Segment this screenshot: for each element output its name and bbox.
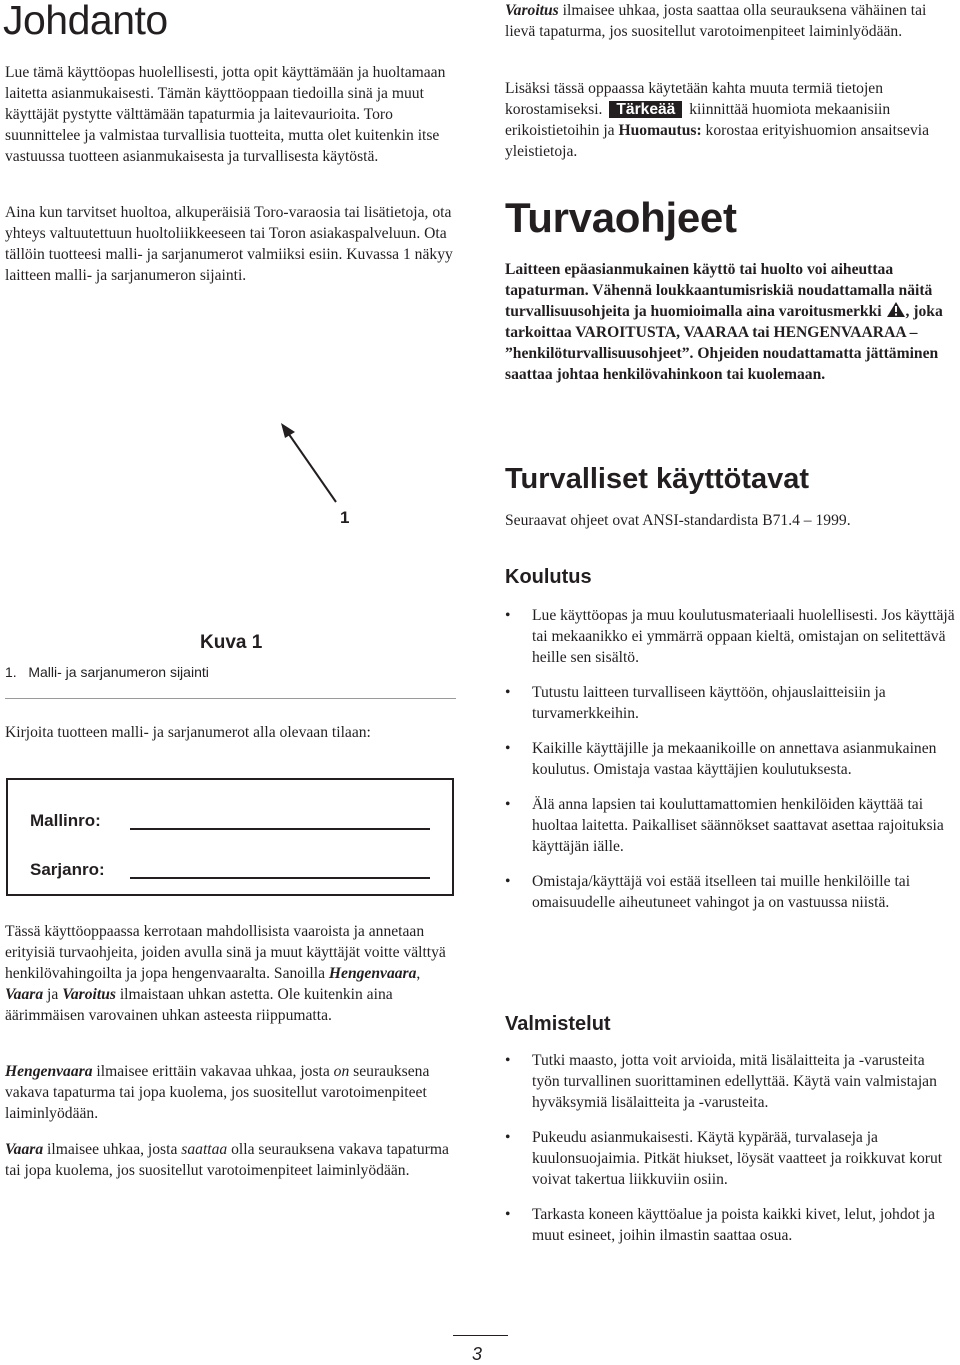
safety-title: Turvaohjeet	[505, 194, 737, 241]
list-item: • Kaikille käyttäjille ja mekaanikoille on annettava asianmukainen koulutus. Omistaja vastaa käyttäjien koulutuksesta.	[505, 738, 955, 780]
varoitus-paragraph: Varoitus ilmaisee uhkaa, josta saattaa olla seurauksena vähäinen tai lievä tapaturma, jos suositellut varotoimenpiteet laiminlyödään.	[505, 2, 927, 40]
figure-divider	[5, 698, 456, 699]
page-number: 3	[472, 1344, 483, 1364]
warning-triangle-icon	[886, 301, 906, 318]
safe-practices-title: Turvalliset käyttötavat	[505, 463, 810, 495]
serial-record-box	[6, 778, 454, 896]
serial-number-label: Sarjanro:	[30, 860, 105, 879]
figure-caption: 1. Malli- ja sarjanumeron sijainti	[5, 664, 209, 680]
training-title: Koulutus	[505, 566, 592, 588]
training-list	[505, 605, 955, 913]
terms-paragraph: Lisäksi tässä oppaassa käytetään kahta muuta termiä tietojen korostamiseksi. Tärkeää kiinnittää huomiota mekaanisiin erikoistietoihin ja Huomautus: korostaa erityishuomion ansaitsevia yleistietoja.	[505, 80, 930, 160]
hengenvaara-paragraph: Hengenvaara ilmaisee erittäin vakavaa uhkaa, josta on seurauksena vakava tapaturma tai jopa kuolema, jos suositellut varotoimenpiteet laiminlyödään.	[5, 1063, 430, 1122]
vaara-paragraph: Vaara ilmaisee uhkaa, josta saattaa olla seurauksena vakava tapaturma tai jopa kuolema, jos suositellut varotoimenpiteet laiminlyödään.	[5, 1141, 449, 1179]
tarkeaa-chip: Tärkeää	[609, 101, 682, 118]
list-item: • Älä anna lapsien tai kouluttamattomien henkilöiden käyttää tai huoltaa laitetta. Paikalliset säännökset saattavat asettaa rajoituksia käyttäjän iälle.	[505, 794, 955, 857]
page-title: Johdanto	[3, 0, 168, 43]
signal-words-paragraph: Tässä käyttöoppaassa kerrotaan mahdollisista vaaroista ja annetaan erityisiä turvaohjeita, joiden avulla sinä ja muut käyttäjät voitte välttyä henkilövahingoilta ja jopa hengenvaaralta. Sanoilla Hengenvaara, Vaara ja Varoitus ilmaistaan uhkan astetta. Ole kuitenkin aina äärimmäisen varovainen uhkan asteesta riippumatta.	[5, 923, 446, 1024]
figure-callout-arrow	[270, 410, 350, 510]
figure-callout-number: 1	[340, 508, 350, 527]
list-item: • Omistaja/käyttäjä voi estää itselleen tai muille henkilöille tai omaisuudelle aiheutuneet vahingot ja on vastuussa niistä.	[505, 871, 955, 913]
preparation-list	[505, 1050, 955, 1246]
list-item: • Tutki maasto, jotta voit arvioida, mitä lisälaitteita ja -varusteita työn turvallinen suorittaminen edellyttää. Käytä vain valmistajan hyväksymiä lisälaitteita ja -varusteita.	[505, 1050, 955, 1113]
safe-practices-text: Seuraavat ohjeet ovat ANSI-standardista B71.4 – 1999.	[505, 512, 851, 529]
list-item: • Tutustu laitteen turvalliseen käyttöön, ohjauslaitteisiin ja turvamerkkeihin.	[505, 682, 955, 724]
intro-paragraph-1: Lue tämä käyttöopas huolellisesti, jotta opit käyttämään ja huoltamaan laitetta asianmukaisesti. Tämän käyttöoppaan tiedoilla sinä ja muut käyttäjät pystytte välttämään tapaturmia ja laitevaurioita. Toro suunnittelee ja valmistaa turvallisia tuotteita, mutta olet kuitenkin itse vastuussa tuotteen asianmukaisesta ja turvallisesta käytöstä.	[5, 64, 446, 165]
model-number-label: Mallinro:	[30, 811, 101, 830]
list-item: • Pukeudu asianmukaisesti. Käytä kypärää, turvalaseja ja kuulonsuojaimia. Pitkät hiukset, löysät vaatteet ja roikkuvat korut voivat takertua liikkuviin osiin.	[505, 1127, 955, 1190]
record-instruction: Kirjoita tuotteen malli- ja sarjanumerot alla olevaan tilaan:	[5, 724, 371, 741]
model-number-field[interactable]	[130, 828, 430, 830]
footer-rule	[453, 1335, 508, 1336]
list-item: • Tarkasta koneen käyttöalue ja poista kaikki kivet, lelut, johdot ja muut esineet, joihin ilmastin saattaa osua.	[505, 1204, 955, 1246]
serial-number-field[interactable]	[130, 877, 430, 879]
intro-paragraph-2: Aina kun tarvitset huoltoa, alkuperäisiä Toro-varaosia tai lisätietoja, ota yhteys valtuutettuun huoltoliikkeeseen tai Toron asiakaspalveluun. Ota tällöin tuotteesi malli- ja sarjanumerot valmiiksi esiin. Kuvassa 1 näkyy laitteen malli- ja sarjanumeron sijainti.	[5, 204, 453, 284]
figure-label: Kuva 1	[200, 632, 263, 653]
safety-warning-paragraph: Laitteen epäasianmukainen käyttö tai huolto voi aiheuttaa tapaturman. Vähennä loukkaantumisriskiä noudattamalla näitä turvallisuusohjeita ja huomioimalla aina varoitusmerkki , joka tarkoittaa VAROITUSTA, VAARAA tai HENGENVAARAA – ”henkilöturvallisuusohjeet”. Ohjeiden noudattamatta jättäminen saattaa johtaa henkilövahinkoon tai kuolemaan.	[505, 261, 943, 383]
preparation-title: Valmistelut	[505, 1013, 611, 1035]
list-item: • Lue käyttöopas ja muu koulutusmateriaali huolellisesti. Jos käyttäjä tai mekaanikko ei ymmärrä oppaan kieltä, omistajan on selitettävä heille sen sisältö.	[505, 605, 955, 668]
